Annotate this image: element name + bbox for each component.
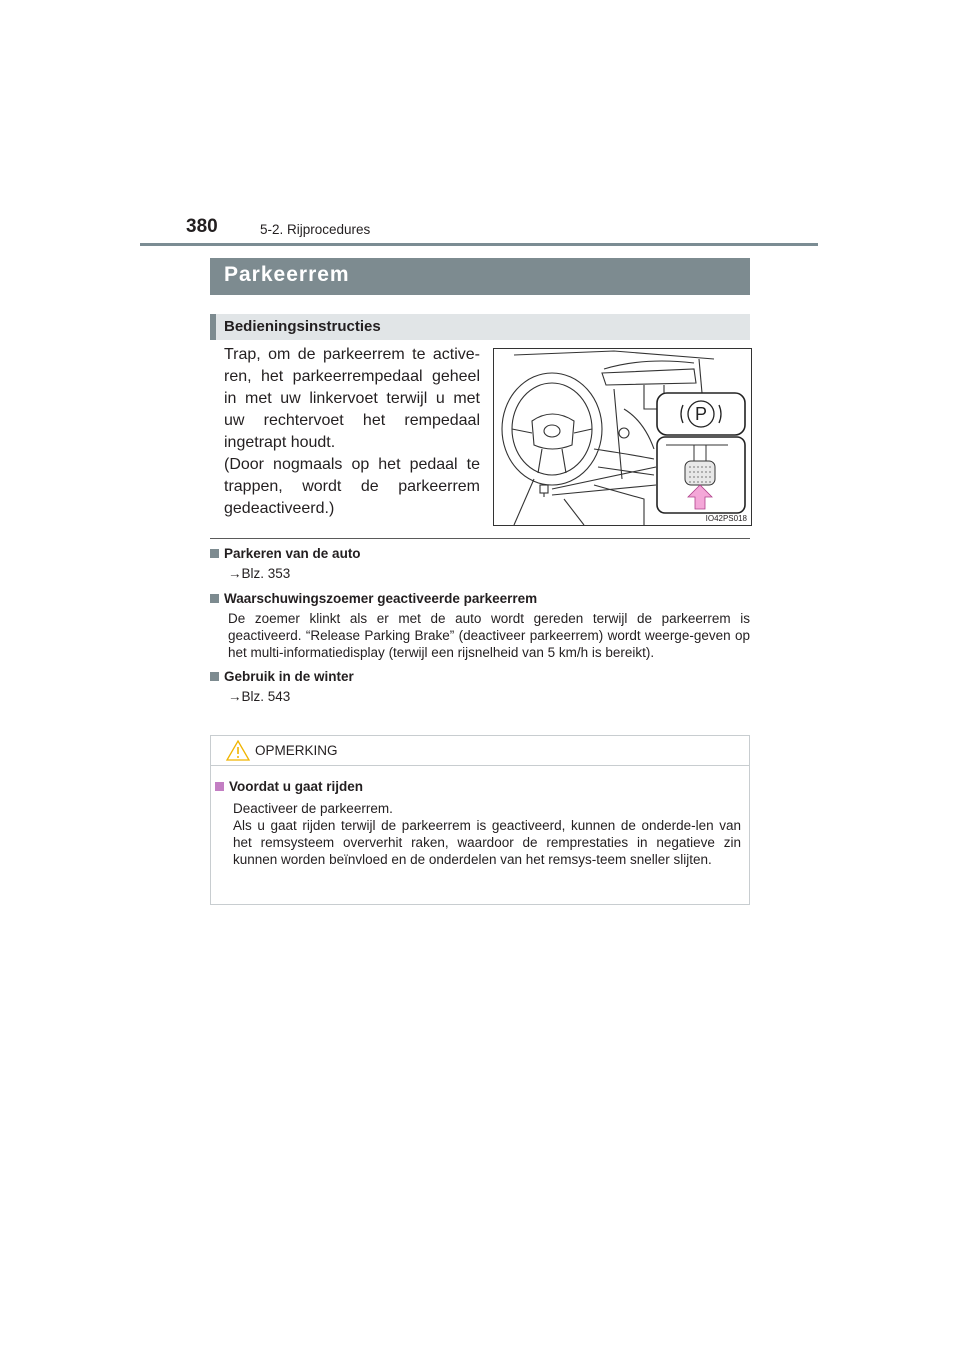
page-reference: →Blz. 353 (228, 566, 291, 581)
subheading: Bedieningsinstructies (224, 318, 381, 335)
section-divider (210, 538, 750, 539)
bullet-square-icon (210, 672, 219, 681)
section-path: 5-2. Rijprocedures (260, 222, 371, 237)
subheading-bar (210, 314, 750, 340)
info-items (210, 545, 750, 713)
bullet-square-icon (210, 549, 219, 558)
subheading-accent (210, 314, 216, 340)
parking-brake-illustration (493, 348, 752, 526)
notice-item-title: Voordat u gaat rijden (229, 779, 364, 794)
item-title: Parkeren van de auto (224, 546, 361, 561)
warning-triangle-icon (225, 739, 251, 762)
title-bar (210, 258, 750, 295)
page-title: Parkeerrem (224, 263, 350, 286)
list-item (210, 668, 750, 706)
notice-header (211, 736, 749, 766)
bullet-square-icon (215, 782, 224, 791)
figure-code: IO42PS018 (705, 514, 747, 523)
p-icon-letter: P (694, 404, 708, 424)
notice-box (210, 735, 750, 905)
page-number: 380 (186, 216, 218, 237)
notice-item (215, 778, 741, 868)
notice-line1: Deactiveer de parkeerrem. (233, 801, 393, 816)
main-paragraph-line1: Trap, om de parkeerrem te active-ren, het parkeerrempedaal geheel in met uw linkervoet terwijl u met uw rechtervoet het rempedaal ingetrapt houdt. (224, 346, 480, 451)
list-item (210, 590, 750, 661)
item-title: Gebruik in de winter (224, 669, 354, 684)
item-title: Waarschuwingszoemer geactiveerde parkeerrem (224, 591, 538, 606)
bullet-square-icon (210, 594, 219, 603)
dashboard-drawing (494, 349, 751, 525)
header-rule (140, 243, 818, 246)
page-reference: →Blz. 543 (228, 689, 291, 704)
list-item (210, 545, 750, 583)
item-body: De zoemer klinkt als er met de auto wordt gereden terwijl de parkeerrem is geactiveerd. “Release Parking Brake” (deactiveer parkeerrem) wordt weerge-geven op het multi-informatiedisplay (terwijl een rijsnelheid van 5 km/h is bereikt). (228, 611, 750, 660)
main-paragraph-line2: (Door nogmaals op het pedaal te trappen, wordt de parkeerrem gedeactiveerd.) (224, 456, 480, 517)
notice-line2: Als u gaat rijden terwijl de parkeerrem is geactiveerd, kunnen de onderde-len van het remsysteem oververhit raken, waardoor de remprestaties in negatieve zin kunnen worden beïnvloed en de onderdelen van het remsys-teem sneller slijten. (233, 818, 741, 867)
main-paragraph (224, 344, 480, 520)
notice-label: OPMERKING (255, 743, 338, 758)
